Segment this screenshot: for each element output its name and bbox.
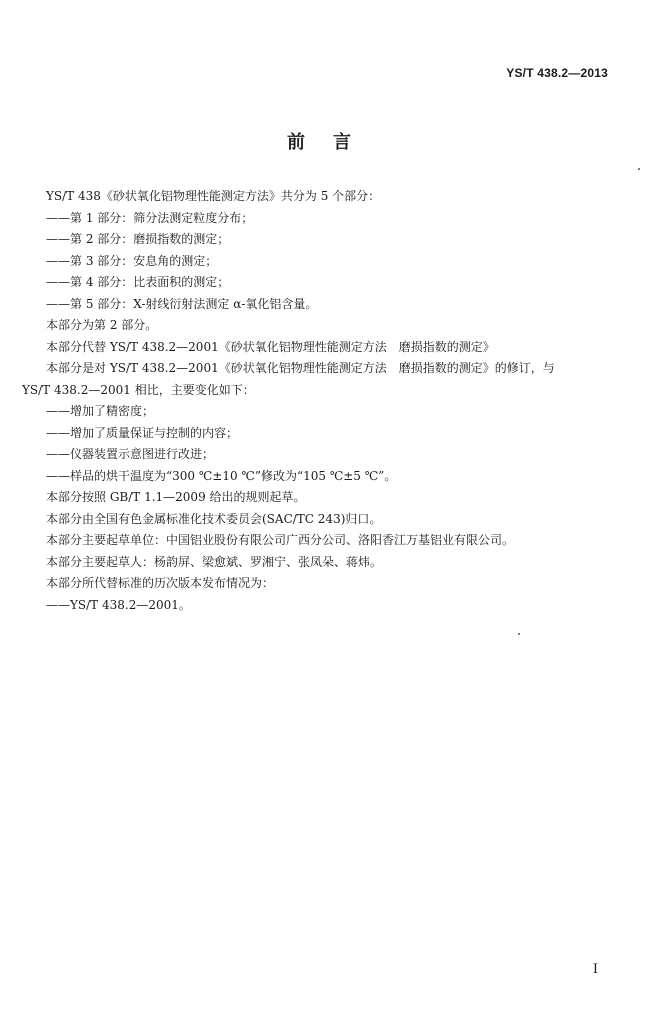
paragraph-line: 本部分由全国有色金属标准化技术委员会(SAC/TC 243)归口。 [46, 511, 382, 526]
list-item: ——第 4 部分：比表面积的测定； [46, 275, 230, 289]
foreword-body [22, 186, 622, 616]
list-item: ——第 2 部分：磨损指数的测定； [46, 232, 230, 246]
list-item: ——YS/T 438.2—2001。 [46, 597, 191, 612]
list-item: ——第 5 部分：X-射线衍射法测定 α-氧化铝含量。 [46, 296, 318, 311]
paragraph-line: 本部分主要起草人：杨韵屏、梁愈斌、罗湘宁、张凤朵、蒋炜。 [46, 554, 383, 569]
paragraph-line: 本部分是对 YS/T 438.2—2001《砂状氧化铝物理性能测定方法 磨损指数的测定》的修订，与 [46, 361, 555, 375]
page-number: I [592, 962, 598, 977]
paragraph-line: YS/T 438《砂状氧化铝物理性能测定方法》共分为 5 个部分： [46, 189, 381, 203]
title-char-1: 前 [287, 132, 307, 153]
paragraph-line: 本部分代替 YS/T 438.2—2001《砂状氧化铝物理性能测定方法 磨损指数的测定》 [46, 339, 495, 354]
page-title [0, 128, 640, 154]
paragraph-line: 本部分按照 GB/T 1.1—2009 给出的规则起草。 [46, 490, 306, 504]
title-char-2: 言 [333, 132, 353, 153]
paragraph-line: YS/T 438.2—2001 相比，主要变化如下： [22, 382, 255, 397]
list-item: ——第 3 部分：安息角的测定； [46, 253, 218, 268]
list-item: ——第 1 部分：筛分法测定粒度分布； [46, 210, 254, 225]
list-item: ——增加了质量保证与控制的内容； [46, 425, 239, 440]
paragraph-line: 本部分主要起草单位：中国铝业股份有限公司广西分公司、洛阳香江万基铝业有限公司。 [46, 533, 515, 547]
paragraph-line: 本部分为第 2 部分。 [46, 318, 158, 332]
paragraph-line: 本部分所代替标准的历次版本发布情况为： [46, 576, 275, 590]
list-item: ——增加了精密度； [46, 404, 155, 418]
standard-code: YS/T 438.2—2013 [506, 66, 608, 80]
scan-speck [518, 633, 520, 635]
list-item: ——样品的烘干温度为“300 ℃±10 ℃”修改为“105 ℃±5 ℃”。 [46, 468, 397, 483]
list-item: ——仪器装置示意图进行改进； [46, 447, 215, 461]
scan-speck [638, 168, 640, 170]
